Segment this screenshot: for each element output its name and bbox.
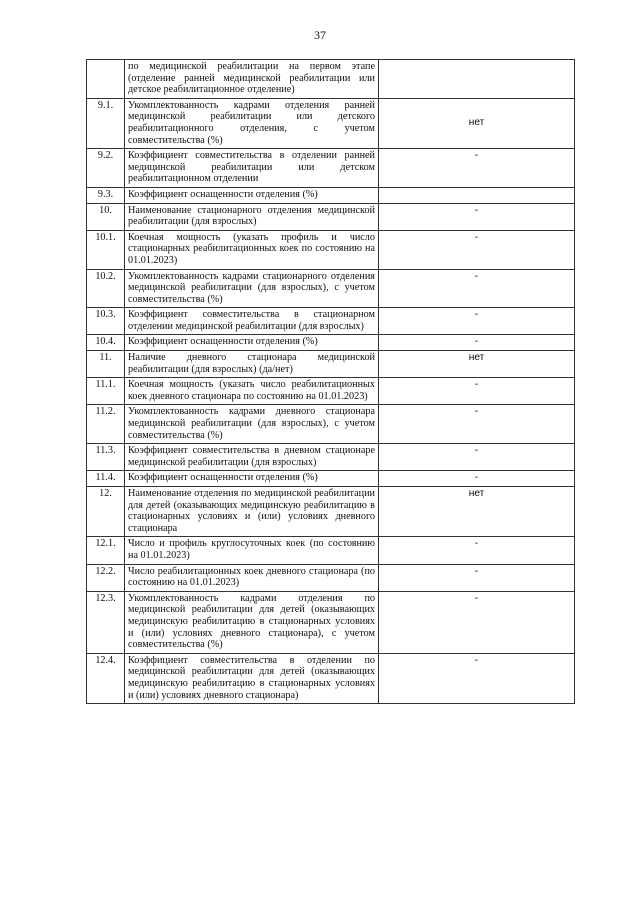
indicator-value: нет <box>379 351 575 378</box>
table-row <box>87 444 575 471</box>
table-row <box>87 537 575 564</box>
table-row <box>87 405 575 444</box>
table-row <box>87 335 575 351</box>
indicator-name: Коэффициент оснащенности отделения (%) <box>125 335 379 351</box>
page-number: 37 <box>314 28 326 42</box>
table-row <box>87 487 575 537</box>
table-row <box>87 564 575 591</box>
indicator-name: Коэффициент совместительства в стационарном отделении медицинской реабилитации (для взрослых) <box>125 308 379 335</box>
row-number: 11.3. <box>87 444 125 471</box>
indicator-value <box>379 60 575 99</box>
indicator-name: Коэффициент совместительства в отделении по медицинской реабилитации для детей (оказывающих медицинскую реабилитацию в стационарных условиях и (или) условиях дневного стационара) <box>125 653 379 703</box>
indicator-value: - <box>379 378 575 405</box>
indicator-name: Укомплектованность кадрами отделения по медицинской реабилитации для детей (оказывающих медицинскую реабилитацию в стационарных условиях и (или) условиях дневного стационара), с учетом совместительства (%) <box>125 591 379 653</box>
indicator-value: нет <box>379 98 575 148</box>
row-number: 9.3. <box>87 187 125 203</box>
indicator-value: - <box>379 203 575 230</box>
table-row <box>87 230 575 269</box>
row-number: 12.4. <box>87 653 125 703</box>
row-number: 12. <box>87 487 125 537</box>
indicator-value: - <box>379 149 575 188</box>
indicator-value: - <box>379 405 575 444</box>
row-number: 10. <box>87 203 125 230</box>
indicator-name: Коэффициент совместительства в отделении ранней медицинской реабилитации или детском реабилитационном отделении <box>125 149 379 188</box>
row-number: 10.4. <box>87 335 125 351</box>
indicator-name: Коечная мощность (указать профиль и число стационарных реабилитационных коек по состоянию на 01.01.2023) <box>125 230 379 269</box>
indicator-value: - <box>379 444 575 471</box>
table-row <box>87 471 575 487</box>
row-number: 12.2. <box>87 564 125 591</box>
indicator-name: Коэффициент совместительства в дневном стационаре медицинской реабилитации (для взрослых) <box>125 444 379 471</box>
indicator-value: - <box>379 564 575 591</box>
table-body <box>87 60 575 704</box>
indicator-name: Наименование стационарного отделения медицинской реабилитации (для взрослых) <box>125 203 379 230</box>
indicator-name: Укомплектованность кадрами дневного стационара медицинской реабилитации (для взрослых), с учетом совместительства (%) <box>125 405 379 444</box>
indicator-name: Укомплектованность кадрами отделения ранней медицинской реабилитации или детского реабилитационного отделения, с учетом совместительства (%) <box>125 98 379 148</box>
indicator-name: Коэффициент оснащенности отделения (%) <box>125 187 379 203</box>
table-row <box>87 653 575 703</box>
table-row <box>87 203 575 230</box>
table-row <box>87 98 575 148</box>
row-number: 9.2. <box>87 149 125 188</box>
indicator-value: - <box>379 653 575 703</box>
row-number: 11. <box>87 351 125 378</box>
indicator-name: Укомплектованность кадрами стационарного отделения медицинской реабилитации (для взрослых), с учетом совместительства (%) <box>125 269 379 308</box>
indicator-value: нет <box>379 487 575 537</box>
row-number: 12.3. <box>87 591 125 653</box>
indicator-name: Число и профиль круглосуточных коек (по состоянию на 01.01.2023) <box>125 537 379 564</box>
indicator-name: по медицинской реабилитации на первом этапе (отделение ранней медицинской реабилитации или детское реабилитационное отделение) <box>125 60 379 99</box>
table-row <box>87 60 575 99</box>
row-number: 9.1. <box>87 98 125 148</box>
row-number: 10.2. <box>87 269 125 308</box>
table-row <box>87 591 575 653</box>
table-row <box>87 351 575 378</box>
indicator-value: - <box>379 591 575 653</box>
indicator-name: Наличие дневного стационара медицинской реабилитации (для взрослых) (да/нет) <box>125 351 379 378</box>
row-number: 10.1. <box>87 230 125 269</box>
indicator-value: - <box>379 471 575 487</box>
row-number: 12.1. <box>87 537 125 564</box>
row-number: 11.1. <box>87 378 125 405</box>
table-row <box>87 269 575 308</box>
table-row <box>87 149 575 188</box>
indicators-table <box>86 59 575 704</box>
table-row <box>87 378 575 405</box>
indicator-value: - <box>379 335 575 351</box>
table-row <box>87 187 575 203</box>
indicator-name: Число реабилитационных коек дневного стационара (по состоянию на 01.01.2023) <box>125 564 379 591</box>
row-number: 10.3. <box>87 308 125 335</box>
indicator-name: Наименование отделения по медицинской реабилитации для детей (оказывающих медицинскую реабилитацию в стационарных условиях и (или) условиях дневного стационара <box>125 487 379 537</box>
row-number: 11.4. <box>87 471 125 487</box>
indicator-value: - <box>379 230 575 269</box>
indicator-value: - <box>379 269 575 308</box>
indicator-value <box>379 187 575 203</box>
table-row <box>87 308 575 335</box>
indicator-name: Коэффициент оснащенности отделения (%) <box>125 471 379 487</box>
indicator-value: - <box>379 308 575 335</box>
row-number: 11.2. <box>87 405 125 444</box>
indicator-name: Коечная мощность (указать число реабилитационных коек дневного стационара по состоянию на 01.01.2023) <box>125 378 379 405</box>
row-number <box>87 60 125 99</box>
indicator-value: - <box>379 537 575 564</box>
